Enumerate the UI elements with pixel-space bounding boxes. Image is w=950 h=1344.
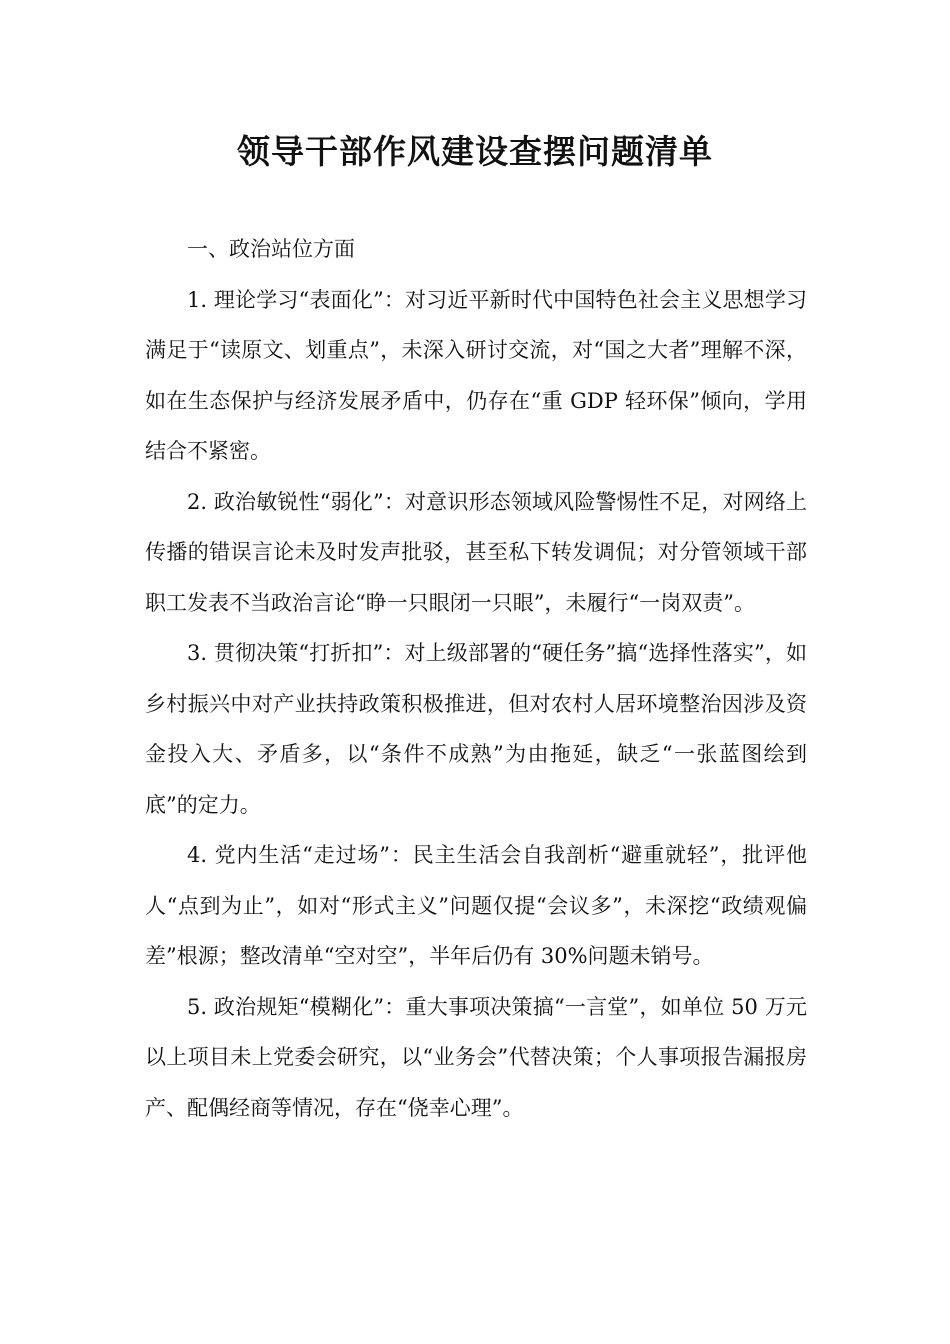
paragraph-item-4: 4. 党内生活“走过场”：民主生活会自我剖析“避重就轻”，批评他人“点到为止”，如对“形式主义”问题仅提“会议多”，未深挖“政绩观偏差”根源；整改清单“空对空”，半年后仍有 30%问题未销号。 <box>145 843 807 968</box>
paragraph-item-3: 3. 贯彻决策“打折扣”：对上级部署的“硬任务”搞“选择性落实”，如乡村振兴中对产业扶持政策积极推进，但对农村人居环境整治因涉及资金投入大、矛盾多，以“条件不成熟”为由拖延，缺乏“一张蓝图绘到底”的定力。 <box>145 641 807 817</box>
paragraph-item-1: 1. 理论学习“表面化”：对习近平新时代中国特色社会主义思想学习满足于“读原文、划重点”，未深入研讨交流，对“国之大者”理解不深，如在生态保护与经济发展矛盾中，仍存在“重 GDP 轻环保”倾向，学用结合不紧密。 <box>145 287 807 463</box>
paragraph-item-5: 5. 政治规矩“模糊化”：重大事项决策搞“一言堂”，如单位 50 万元以上项目未上党委会研究，以“业务会”代替决策；个人事项报告漏报房产、配偶经商等情况，存在“侥幸心理”。 <box>145 994 807 1120</box>
section-heading: 一、政治站位方面 <box>187 237 355 261</box>
document-title: 领导干部作风建设查摆问题清单 <box>237 132 713 171</box>
document-body <box>145 224 807 1133</box>
paragraph-item-2: 2. 政治敏锐性“弱化”：对意识形态领域风险警惕性不足，对网络上传播的错误言论未及时发声批驳，甚至私下转发调侃；对分管领域干部职工发表不当政治言论“睁一只眼闭一只眼”，未履行“一岗双责”。 <box>145 489 807 615</box>
